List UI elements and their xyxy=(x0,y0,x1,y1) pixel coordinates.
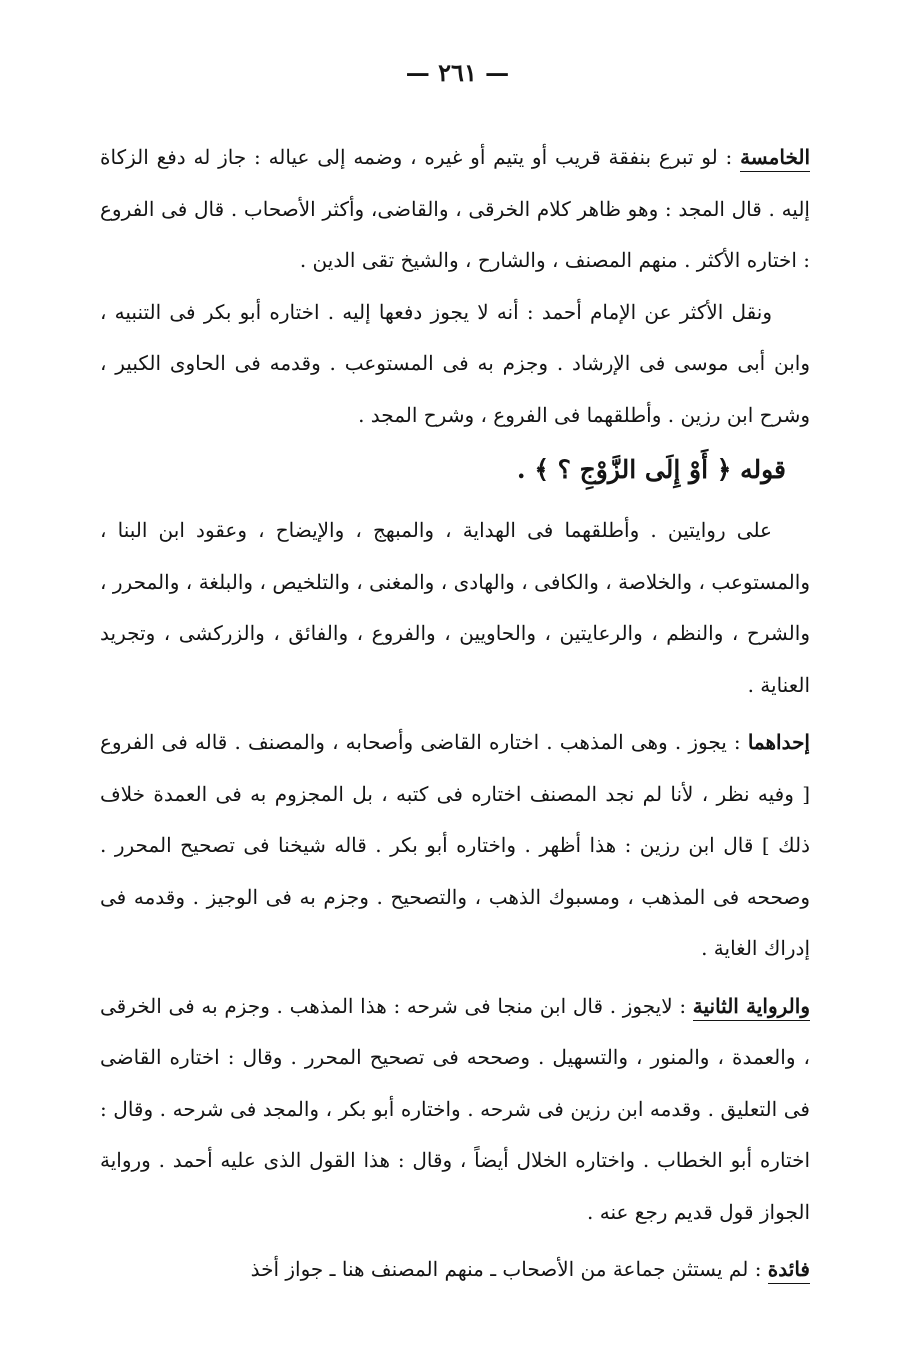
page-number: — ٢٦١ — xyxy=(405,58,510,87)
paragraph-second-narration xyxy=(100,981,810,1239)
paragraph-lead: الخامسة xyxy=(740,145,810,172)
paragraph-text: على روايتين . وأطلقهما فى الهداية ، والمبهج ، والإيضاح ، وعقود ابن البنا ، والمستوعب ، والخلاصة ، والكافى ، والهادى ، والمغنى ، والتلخيص ، والبلغة ، والمحرر ، والشرح ، والنظم ، والرعايتين ، والحاويين ، والفروع ، والفائق ، والزركشى ، وتجريد العناية . xyxy=(100,518,810,697)
section-heading: قوله ﴿ أَوْ إِلَى الزَّوْجِ ؟ ﴾ . xyxy=(516,455,786,484)
main-text xyxy=(100,132,810,1296)
paragraph-lead: إحداهما xyxy=(747,730,810,754)
paragraph-first-narration xyxy=(100,717,810,975)
paragraph-text: : لم يستثن جماعة من الأصحاب ـ منهم المصنف هنا ـ جواز أخذ xyxy=(250,1257,762,1281)
paragraph-text: : يجوز . وهى المذهب . اختاره القاضى وأصحابه ، والمصنف . قاله فى الفروع [ وفيه نظر ، لأنا لم نجد المصنف اختاره فى كتبه ، بل المجزوم به فى العمدة خلاف ذلك ] قال ابن رزين : هذا أظهر . واختاره أبو بكر . قاله شيخنا فى تصحيح المحرر . وصححه فى المذهب ، ومسبوك الذهب ، والتصحيح . وجزم به فى الوجيز . وقدمه فى إدراك الغاية . xyxy=(100,730,810,960)
paragraph-text: : لو تبرع بنفقة قريب أو يتيم أو غيره ، وضمه إلى عياله : جاز له دفع الزكاة إليه . قال المجد : وهو ظاهر كلام الخرقى ، والقاضى، وأكثر الأصحاب . قال فى الفروع : اختاره الأكثر . منهم المصنف ، والشارح ، والشيخ تقى الدين . xyxy=(100,145,810,272)
paragraph-note xyxy=(100,1244,810,1296)
paragraph-text: ونقل الأكثر عن الإمام أحمد : أنه لا يجوز دفعها إليه . اختاره أبو بكر فى التنبيه ، وابن أبى موسى فى الإرشاد . وجزم به فى المستوعب . وقدمه فى الحاوى الكبير ، وشرح ابن رزين . وأطلقهما فى الفروع ، وشرح المجد . xyxy=(100,299,810,427)
paragraph-text: : لايجوز . قال ابن منجا فى شرحه : هذا المذهب . وجزم به فى الخرقى ، والعمدة ، والمنور ، والتسهيل . وصححه فى تصحيح المحرر . وقال : اختاره القاضى فى التعليق . وقدمه ابن رزين فى شرحه . واختاره أبو بكر ، والمجد فى شرحه . وقال : اختاره أبو الخطاب . واختاره الخلال أيضاً ، وقال : هذا القول الذى عليه أحمد . ورواية الجواز قول قديم رجع عنه . xyxy=(100,993,810,1224)
paragraph-majority-narration xyxy=(100,287,810,442)
paragraph-lead: فائدة xyxy=(768,1257,810,1284)
paragraph-two-narrations xyxy=(100,505,810,711)
paragraph-fifth-issue xyxy=(100,132,810,287)
paragraph-lead: والرواية الثانية xyxy=(693,994,810,1021)
